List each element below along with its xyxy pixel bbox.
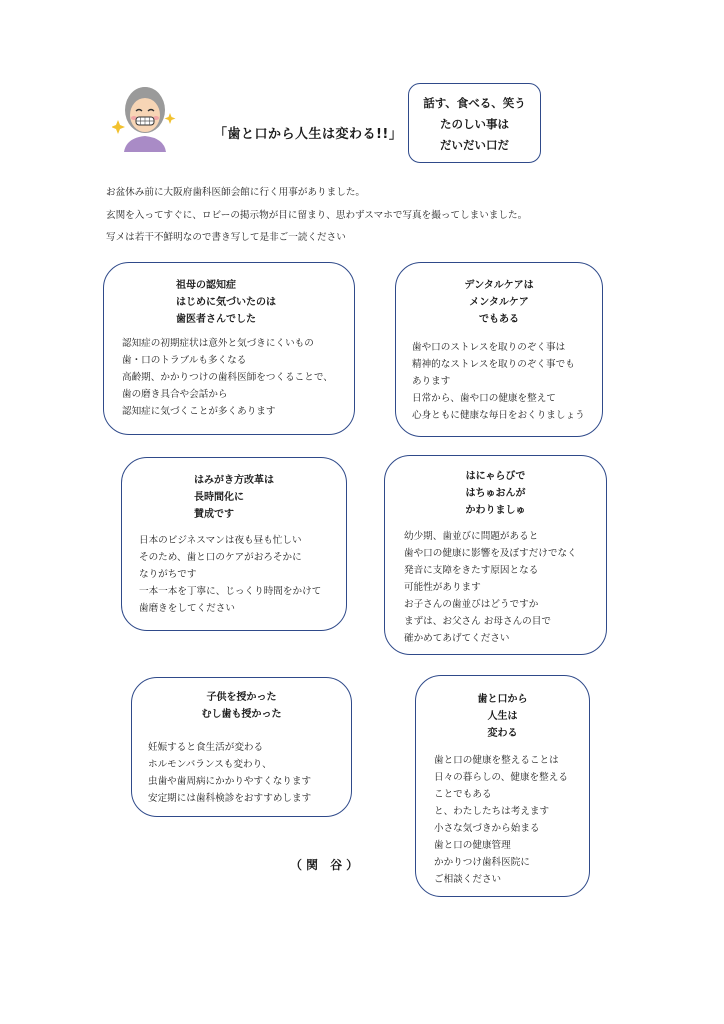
info-box-dementia — [103, 262, 355, 435]
author-signature: （関 谷） — [290, 858, 363, 872]
info-box-brushing — [121, 457, 347, 631]
box-title: 子供を授かった むし歯も授かった — [201, 692, 282, 720]
info-box-teeth-alignment — [384, 455, 607, 655]
slogan-line: だいだい口だ — [440, 138, 509, 152]
slogan-line: たのしい事は — [440, 117, 509, 131]
page-title: 「歯と口から人生は変わる!!」 — [214, 127, 403, 142]
slogan-line: 話す、食べる、笑う — [423, 96, 526, 110]
info-box-life-change — [415, 675, 590, 897]
info-box-pregnancy — [131, 677, 352, 817]
info-box-dental-care — [395, 262, 603, 437]
sparkle-icon — [165, 113, 176, 124]
box-body: 認知症の初期症状は意外と気づきにくいもの 歯・口のトラブルも多くなる 高齢期、かかりつけの歯科医師をつくることで、 歯の磨き具合や会話から 認知症に気づくことが多くあります — [122, 338, 333, 417]
box-body: 日本のビジネスマンは夜も昼も忙しい そのため、歯と口のケアがおろそかに なりがちです 一本一本を丁寧に、じっくり時間をかけて 歯磨きをしてください — [139, 535, 322, 614]
box-title: はにゃらびで はちゅおんが かわりましゅ — [465, 471, 526, 516]
intro-line: 写メは若干不鮮明なので書き写して是非ご一読ください — [106, 232, 346, 243]
intro-line: お盆休み前に大阪府歯科医師会館に行く用事がありました。 — [106, 187, 366, 198]
box-body: 歯と口の健康を整えることは 日々の暮らしの、健康を整える ことでもある と、わたしたちは考えます 小さな気づきから始まる 歯と口の健康管理 かかりつけ歯科医院に ご相談ください — [434, 755, 568, 885]
box-title: はみがき方改革は 長時間化に 賛成です — [194, 475, 274, 520]
box-title: 歯と口から 人生は 変わる — [477, 694, 528, 739]
grandmother-illustration — [112, 80, 178, 152]
box-title: 祖母の認知症 はじめに気づいたのは 歯医者さんでした — [176, 280, 276, 325]
box-body: 幼少期、歯並びに問題があると 歯や口の健康に影響を及ぼすだけでなく 発音に支障をきたす原因となる 可能性があります お子さんの歯並びはどうですか まずは、お父さん お母さんの目で 確かめてあげてください — [404, 531, 577, 644]
sparkle-icon — [112, 120, 125, 134]
box-body: 歯や口のストレスを取りのぞく事は 精神的なストレスを取りのぞく事でも あります 日常から、歯や口の健康を整えて 心身ともに健康な毎日をおくりましょう — [412, 342, 585, 421]
slogan-callout — [408, 83, 541, 163]
intro-line: 玄関を入ってすぐに、ロビーの掲示物が目に留まり、思わずスマホで写真を撮ってしまいました。 — [106, 210, 528, 221]
box-title: デンタルケアは メンタルケア でもある — [464, 280, 534, 325]
box-body: 妊娠すると食生活が変わる ホルモンバランスも変わり、 虫歯や歯周病にかかりやすくなります 安定期には歯科検診をおすすめします — [148, 742, 312, 804]
